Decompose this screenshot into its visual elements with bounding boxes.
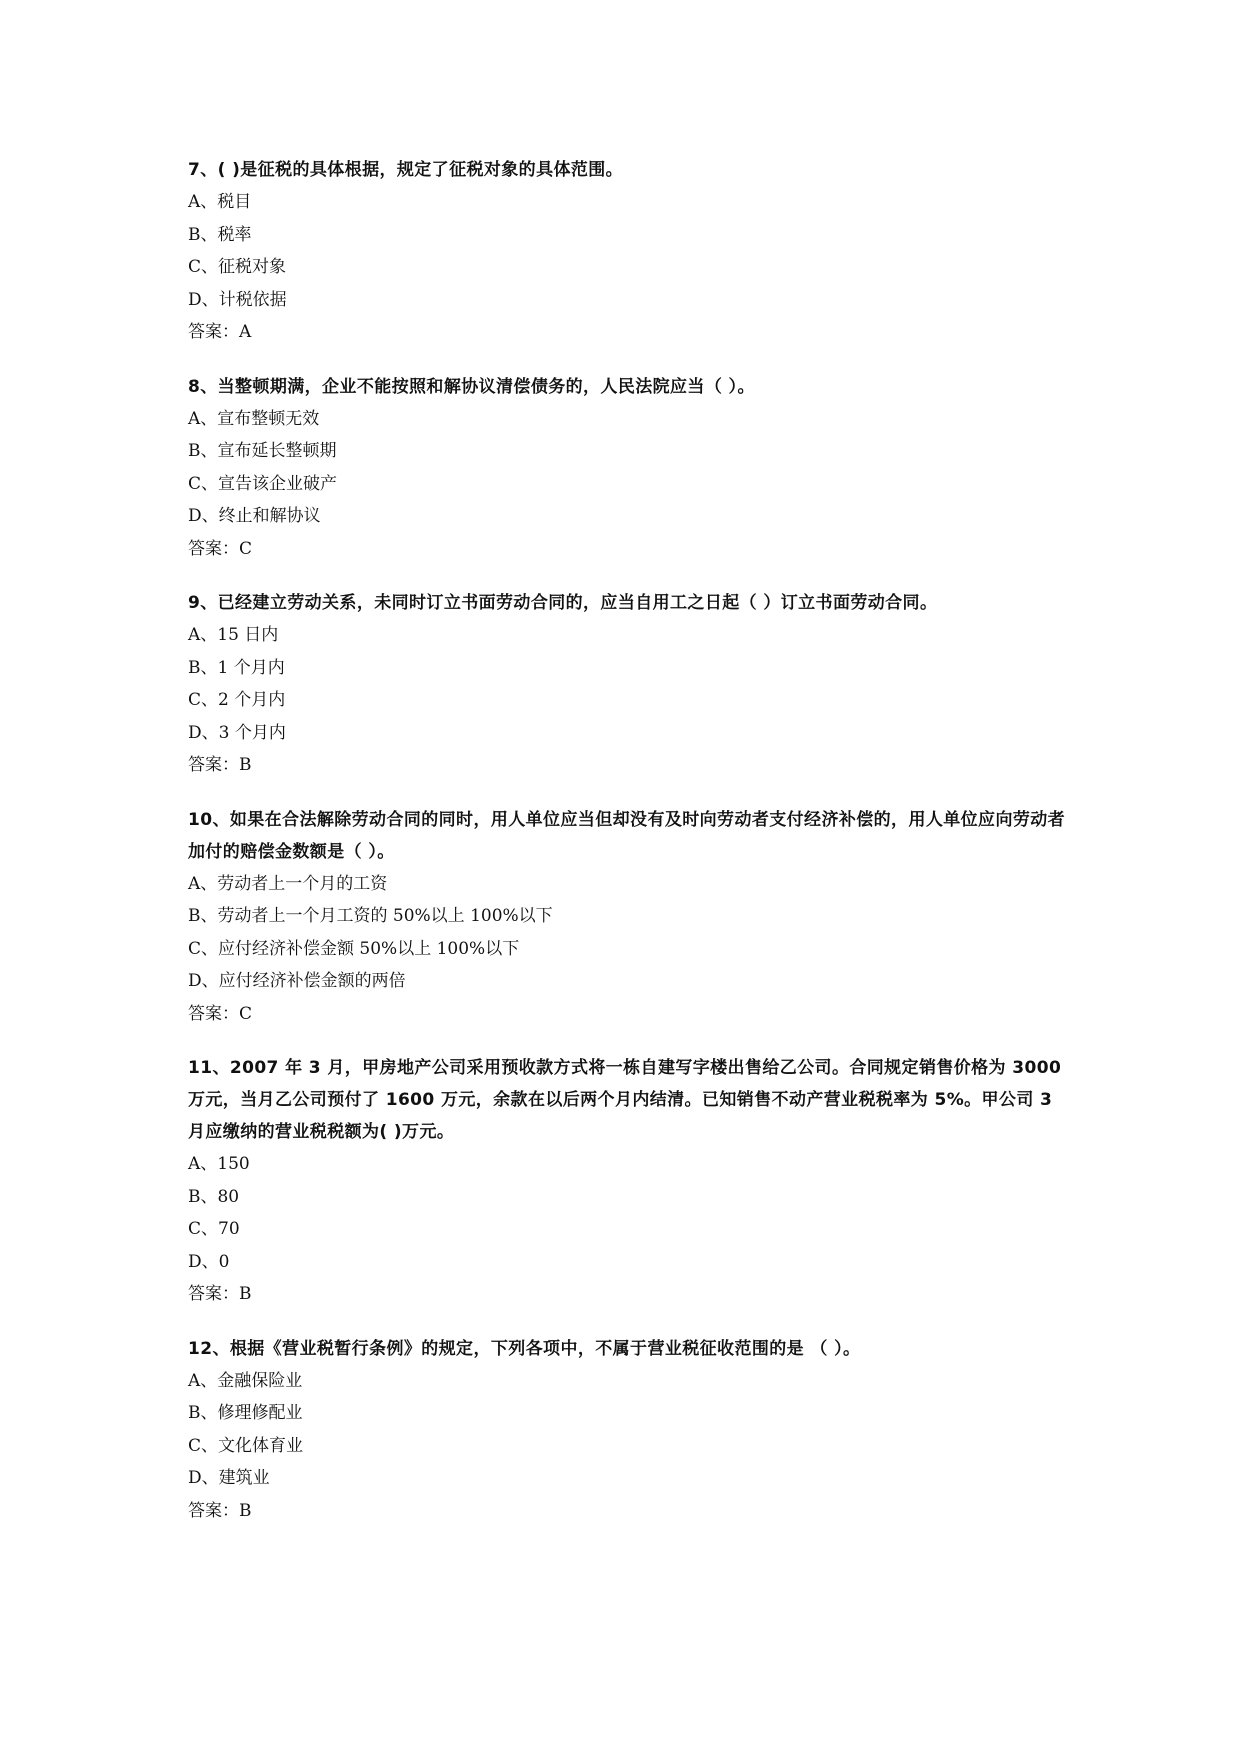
- option-a: A、15 日内: [188, 625, 279, 645]
- document-page: [188, 152, 1068, 1547]
- question-stem: 9、已经建立劳动关系，未同时订立书面劳动合同的，应当自用工之日起（ ）订立书面劳动合同。: [188, 593, 938, 613]
- question-12: [188, 1331, 1068, 1528]
- option-a: A、150: [188, 1154, 250, 1174]
- question-stem: 12、根据《营业税暂行条例》的规定，下列各项中，不属于营业税征收范围的是 （ ）。: [188, 1338, 861, 1359]
- option-c: C、应付经济补偿金额 50%以上 100%以下: [188, 938, 520, 959]
- question-stem: 8、当整顿期满，企业不能按照和解协议清偿债务的，人民法院应当（ ）。: [188, 376, 755, 397]
- answer-line: 答案：B: [188, 1500, 252, 1521]
- option-c: C、2 个月内: [188, 690, 286, 710]
- option-c: C、70: [188, 1219, 240, 1239]
- option-d: D、0: [188, 1251, 230, 1272]
- question-stem: 10、如果在合法解除劳动合同的同时，用人单位应当但却没有及时向劳动者支付经济补偿的，用人单位应向劳动者加付的赔偿金数额是（ ）。: [188, 809, 1066, 862]
- question-9: [188, 585, 1068, 782]
- answer-line: 答案：B: [188, 755, 252, 775]
- option-d: D、3 个月内: [188, 722, 286, 743]
- answer-line: 答案：C: [188, 538, 253, 559]
- answer-line: 答案：C: [188, 1003, 253, 1024]
- option-b: B、税率: [188, 224, 252, 245]
- option-b: B、80: [188, 1186, 240, 1207]
- question-10: [188, 802, 1068, 1031]
- option-a: A、金融保险业: [188, 1370, 303, 1391]
- option-c: C、文化体育业: [188, 1435, 304, 1456]
- option-a: A、劳动者上一个月的工资: [188, 873, 388, 894]
- option-a: A、税目: [188, 192, 252, 212]
- option-c: C、征税对象: [188, 257, 287, 277]
- answer-line: 答案：A: [188, 322, 252, 342]
- option-d: D、建筑业: [188, 1468, 270, 1488]
- option-b: B、1 个月内: [188, 657, 285, 678]
- question-7: [188, 152, 1068, 349]
- question-8: [188, 369, 1068, 566]
- option-a: A、宣布整顿无效: [188, 408, 320, 429]
- question-stem: 7、( )是征税的具体根据，规定了征税对象的具体范围。: [188, 160, 624, 180]
- answer-line: 答案：B: [188, 1284, 252, 1304]
- option-b: B、修理修配业: [188, 1403, 303, 1423]
- option-d: D、终止和解协议: [188, 506, 321, 526]
- option-b: B、劳动者上一个月工资的 50%以上 100%以下: [188, 906, 553, 926]
- question-11: [188, 1050, 1068, 1311]
- option-d: D、计税依据: [188, 289, 287, 310]
- option-c: C、宣告该企业破产: [188, 473, 338, 494]
- option-d: D、应付经济补偿金额的两倍: [188, 971, 406, 991]
- option-b: B、宣布延长整顿期: [188, 441, 337, 461]
- question-stem: 11、2007 年 3 月，甲房地产公司采用预收款方式将一栋自建写字楼出售给乙公司。合同规定销售价格为 3000 万元，当月乙公司预付了 1600 万元，余款在以后两个月内结清。已知销售不动产营业税税率为 5%。甲公司 3 月应缴纳的营业税税额为( )万元。: [188, 1058, 1062, 1142]
